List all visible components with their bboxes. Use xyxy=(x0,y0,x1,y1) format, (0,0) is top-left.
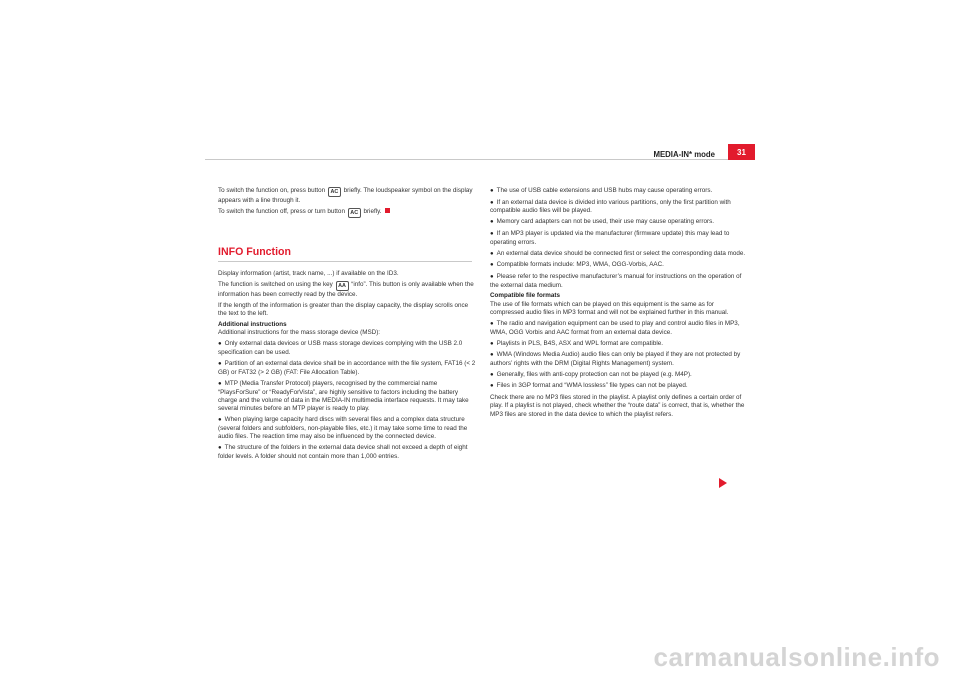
running-header-title: MEDIA-IN* mode xyxy=(653,150,715,159)
intro-off-text-b: briefly. xyxy=(361,207,382,215)
intro-paragraph-on xyxy=(218,187,476,205)
bullet-icon: ● xyxy=(218,341,222,348)
bullet-item xyxy=(490,320,748,337)
bullet-icon: ● xyxy=(218,445,222,452)
bullet-icon: ● xyxy=(218,417,222,424)
intro-off-text-a: To switch the function off, press or turn button xyxy=(218,207,347,215)
bullet-text: The use of USB cable extensions and USB hubs may cause operating errors. xyxy=(496,187,713,194)
bullet-icon: ● xyxy=(490,320,494,327)
compatible-formats-intro: The use of file formats which can be played on this equipment is the same as for compressed audio files in MP3 format and will not be explained further in this manual. xyxy=(490,300,729,316)
ac-key-icon: AC xyxy=(328,187,341,197)
bullet-item xyxy=(218,340,476,357)
bullet-icon: ● xyxy=(490,383,494,390)
bullet-item xyxy=(490,230,748,247)
bullet-text: Compatible formats include: MP3, WMA, OGG-Vorbis, AAC. xyxy=(496,261,664,269)
right-bullet-list xyxy=(490,187,748,290)
intro-on-text-a: To switch the function on, press button xyxy=(218,187,327,194)
intro-paragraph-off xyxy=(218,208,476,218)
info-p3: If the length of the information is greater than the display capacity, the display scrolls once the text to the left. xyxy=(218,301,469,318)
bullet-text: MTP (Media Transfer Protocol) players, recognised by the commercial name “PlaysForSure” or “ReadyForVista”, are highly sensitive to factors including the battery charge and the volume of data in the MEDIA-IN multimedia interface requests. It may take several minutes before an MTP player is ready to play. xyxy=(218,379,469,413)
intro-on-text-b: briefly. The loudspeaker symbol on the display appears with a line through it. xyxy=(218,187,473,204)
header-rule xyxy=(205,159,755,160)
bullet-text: An external data device should be connected first or select the corresponding data mode. xyxy=(496,249,746,257)
bullet-icon: ● xyxy=(490,371,494,378)
bullet-item xyxy=(490,340,748,349)
bullet-text: If an external data device is divided into various partitions, only the first partition with compatible audio files will be played. xyxy=(490,198,731,215)
bullet-text: Generally, files with anti-copy protection can not be played (e.g. M4P). xyxy=(496,370,692,378)
bullet-icon: ● xyxy=(490,199,494,206)
bullet-text: Files in 3GP format and “WMA lossless” file types can not be played. xyxy=(496,382,688,390)
bullet-text: If an MP3 player is updated via the manufacturer (firmware update) this may lead to operating errors. xyxy=(490,229,730,246)
bullet-text: Partition of an external data device shall be in accordance with the file system, FAT16 (< 2 GB) or FAT32 (> 2 GB) (FAT: File Allocation Table). xyxy=(218,359,476,376)
bullet-item xyxy=(490,199,748,216)
bullet-text: When playing large capacity hard discs with several files and a complex data structure (several folders and subfolders, non-playable files, etc.) it may take some time to read the audio files. The reaction time may also be influenced by the connected device. xyxy=(218,416,468,441)
additional-instructions-heading: Additional instructions xyxy=(218,320,287,328)
bullet-text: Playlists in PLS, B4S, ASX and WPL format are compatible. xyxy=(496,339,663,347)
bullet-text: Memory card adapters can not be used, their use may cause operating errors. xyxy=(496,218,714,226)
info-p2 xyxy=(218,281,476,299)
intro-block xyxy=(218,187,476,220)
info-p1: Display information (artist, track name, ...) if available on the ID3. xyxy=(218,270,399,277)
info-p2-text-a: The function is switched on using the key xyxy=(218,280,335,288)
bullet-item xyxy=(490,250,748,259)
section-end-icon xyxy=(385,208,390,213)
bullet-icon: ● xyxy=(218,380,222,387)
bullet-item xyxy=(490,382,748,391)
section-rule xyxy=(218,261,472,262)
bullet-item xyxy=(490,261,748,270)
bullet-item xyxy=(218,380,476,414)
watermark: carmanualsonline.info xyxy=(653,642,940,672)
bullet-icon: ● xyxy=(490,273,494,280)
additional-instructions-intro: Additional instructions for the mass storage device (MSD): xyxy=(218,329,381,337)
continue-arrow-icon xyxy=(719,478,727,488)
info-function-block xyxy=(218,270,476,464)
aa-key-icon: AA xyxy=(336,281,349,291)
bullet-item xyxy=(218,444,476,461)
bullet-text: Only external data devices or USB mass storage devices complying with the USB 2.0 specification can be used. xyxy=(218,340,463,357)
bullet-item xyxy=(490,218,748,227)
closing-paragraph: Check there are no MP3 files stored in the playlist. A playlist only defines a certain order of play. If a playlist is not played, check whether the “route data” is correct, that is, whether the MP3 files are stored in the data device to which the playlist refers. xyxy=(490,393,745,418)
format-bullet-list xyxy=(490,320,748,392)
bullet-text: WMA (Windows Media Audio) audio files can only be played if they are not protected by authors’ rights with the DRM (Digital Rights Management) system. xyxy=(490,351,741,368)
ac-key-icon: AC xyxy=(348,208,361,218)
bullet-icon: ● xyxy=(490,219,494,226)
bullet-item xyxy=(218,360,476,377)
bullet-text: The radio and navigation equipment can be used to play and control audio files in MP3, WMA, OGG Vorbis and AAC format from an external data device. xyxy=(490,319,740,336)
bullet-icon: ● xyxy=(490,340,494,347)
section-title: INFO Function xyxy=(218,246,291,258)
bullet-icon: ● xyxy=(490,250,494,257)
bullet-item xyxy=(490,187,748,196)
page-number-badge: 31 xyxy=(728,144,755,160)
bullet-item xyxy=(490,351,748,368)
bullet-item xyxy=(218,416,476,442)
bullet-icon: ● xyxy=(490,352,494,359)
bullet-icon: ● xyxy=(218,360,222,367)
bullet-icon: ● xyxy=(490,188,494,194)
compatible-formats-heading: Compatible file formats xyxy=(490,292,560,300)
bullet-icon: ● xyxy=(490,230,494,237)
right-column xyxy=(490,187,748,421)
info-p2-text-b: “info”. This button is only available when the information has been correctly read by the device. xyxy=(218,280,474,298)
bullet-icon: ● xyxy=(490,262,494,269)
bullet-text: The structure of the folders in the external data device shall not exceed a depth of eight folder levels. A folder should not contain more than 1,000 entries. xyxy=(218,444,468,461)
bullet-item xyxy=(490,371,748,380)
bullet-item xyxy=(490,273,748,290)
left-bullet-list xyxy=(218,340,476,461)
bullet-text: Please refer to the respective manufacturer’s manual for instructions on the operation of the external data medium. xyxy=(490,272,742,289)
